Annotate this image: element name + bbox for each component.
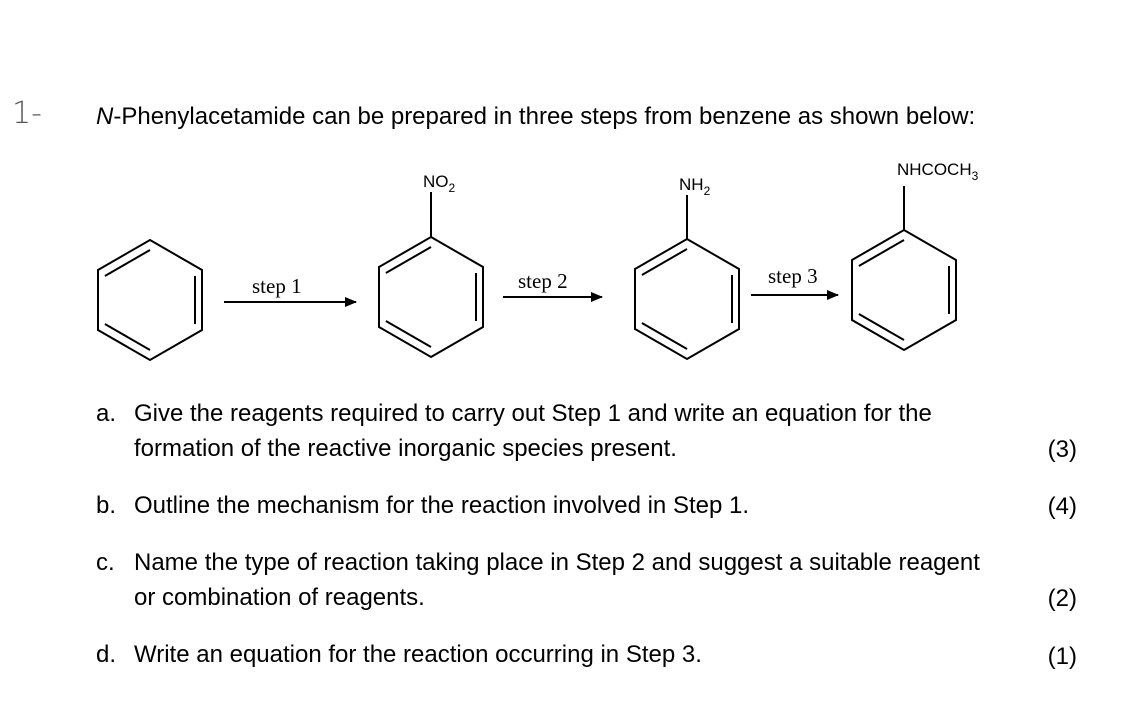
reaction-scheme xyxy=(0,150,1140,370)
aniline-structure xyxy=(635,195,739,359)
part-d-text-line1: Write an equation for the reaction occurring in Step 3. xyxy=(134,641,702,668)
part-b-letter: b. xyxy=(96,492,117,519)
part-d xyxy=(96,637,702,672)
part-c-letter: c. xyxy=(96,549,115,576)
no2-label: $NO_2$ xyxy=(423,172,456,195)
part-c-marks: (2) xyxy=(1047,585,1077,612)
question-intro xyxy=(96,103,975,131)
nhcoch3-label: $NHCOCH_3$ xyxy=(897,160,979,183)
part-a-text-line1: Give the reagents required to carry out Step 1 and write an equation for the xyxy=(134,400,932,427)
part-d-letter: d. xyxy=(96,641,117,668)
part-b-text-line1: Outline the mechanism for the reaction involved in Step 1. xyxy=(134,492,749,519)
part-a-text-line2: formation of the reactive inorganic species present. xyxy=(134,435,677,462)
question-number: 1- xyxy=(12,96,42,131)
nitrobenzene-structure xyxy=(379,192,483,357)
part-c xyxy=(96,545,980,615)
step-1-label: step 1 xyxy=(252,274,302,298)
step-3-label: step 3 xyxy=(768,264,818,288)
benzene-structure xyxy=(98,240,202,360)
phenylacetamide-structure xyxy=(852,186,956,350)
nh2-label: $NH_2$ xyxy=(679,175,711,198)
step-2-label: step 2 xyxy=(518,269,568,293)
part-a-marks: (3) xyxy=(1047,436,1077,463)
part-c-text-line2: or combination of reagents. xyxy=(134,584,425,611)
intro-italic: N xyxy=(96,103,114,130)
part-a-letter: a. xyxy=(96,400,117,427)
intro-text: -Phenylacetamide can be prepared in three steps from benzene as shown below: xyxy=(113,103,976,130)
part-d-marks: (1) xyxy=(1047,643,1077,670)
part-b-marks: (4) xyxy=(1047,493,1077,520)
part-c-text-line1: Name the type of reaction taking place in Step 2 and suggest a suitable reagent xyxy=(134,549,980,576)
part-b xyxy=(96,488,749,523)
part-a xyxy=(96,396,932,466)
